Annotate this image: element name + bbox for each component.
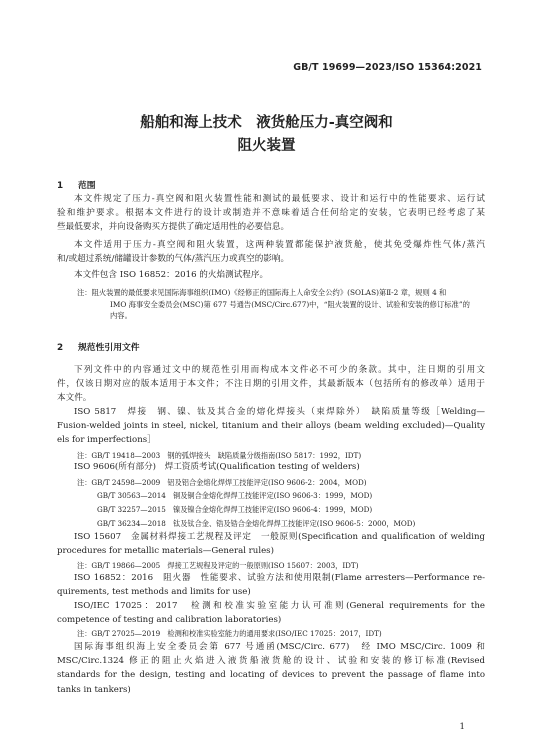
text-line: 和/或超过系统/储罐设计参数的气体/蒸汽压力或真空的影响。 — [57, 254, 290, 265]
text-line: ISO 15607 金属材料焊接工艺规程及评定 一般原则(Specification and qualification of welding — [74, 532, 485, 542]
text-line: els for imperfections］ — [57, 435, 156, 446]
reference-iso-9606 — [57, 460, 485, 474]
scope-note — [77, 287, 487, 322]
reference-note: GB/T 36234—2018 钛及钛合金、锆及锆合金熔化焊焊工技能评定(ISO 9606-5：2000，MOD) — [97, 519, 416, 528]
text-line: 些最低要求，并向设备购买方提供了确定适用性的必要信息。 — [57, 222, 290, 233]
text-line: competence of testing and calibration laboratories) — [57, 615, 282, 626]
text-line: standards for the design, testing and locating of devices to prevent the passage of flame into — [57, 670, 485, 681]
note-line: IMO 海事安全委员会(MSC)第 677 号通告(MSC/Circ.677)中，“阻火装置的设计、试验和安装的修订标准”的 — [110, 299, 470, 309]
reference-note: GB/T 32257—2015 镍及镍合金熔化焊焊工技能评定(ISO 9606-4：1999，MOD) — [97, 505, 373, 514]
reference-note: 注：GB/T 19418—2003 钢的弧焊接头 缺陷质量分级指南(ISO 5817：1992，IDT) — [77, 451, 362, 460]
document-title-line-2: 阻火装置 — [237, 138, 296, 154]
text-line: 本文件适用于压力-真空阀和阻火装置，这两种装置都能保护液货舱，使其免受爆炸性气体/蒸汽 — [74, 240, 485, 250]
scope-paragraph-2 — [57, 238, 485, 266]
document-title-line-1: 船舶和海上技术 液货舱压力-真空阀和 — [140, 115, 393, 131]
section-number: 2 — [57, 343, 64, 353]
section-heading-scope — [57, 178, 96, 191]
standard-number: GB/T 19699—2023/ISO 15364:2021 — [293, 62, 482, 73]
text-line: MSC/Circ.1324 修正的阻止火焰进入液货船液货舱的设计、试验和安装的修订标准(Revised — [57, 656, 485, 667]
text-line: 国际海事组织海上安全委员会第 677 号通函(MSC/Circ. 677) 经 IMO MSC/Circ. 1009 和 — [74, 642, 485, 652]
section-title: 规范性引用文件 — [78, 343, 140, 353]
note-line: 注：阻火装置的最低要求见国际海事组织(IMO)《经修正的国际海上人命安全公约》(SOLAS)第Ⅱ-2 章，规则 4 和 — [77, 288, 447, 297]
text-line: 本文件包含 ISO 16852：2016 的火焰测试程序。 — [74, 270, 269, 280]
text-line: 件，仅该日期对应的版本适用于本文件；不注日期的引用文件，其最新版本（包括所有的修改单）适用于 — [57, 379, 485, 390]
text-line: 验和维护要求。根据本文件进行的设计或制造并不意味着适合任何给定的安装，它表明已经考虑了某 — [57, 208, 485, 219]
text-line: 本文件。 — [57, 393, 92, 404]
text-line: Fusion-welded joints in steel, nickel, titanium and their alloys (beam welding excluded)—Quality — [57, 421, 485, 432]
reference-note: GB/T 30563—2014 铜及铜合金熔化焊焊工技能评定(ISO 9606-3：1999，MOD) — [97, 491, 373, 500]
reference-iso-iec-17025 — [57, 599, 485, 627]
text-line: tanks in tankers) — [57, 684, 131, 695]
reference-imo-msc-circ-677 — [57, 640, 485, 697]
text-line: quirements, test methods and limits for use) — [57, 587, 251, 598]
text-line: ISO 9606(所有部分) 焊工资质考试(Qualification testing of welders) — [74, 462, 360, 472]
page-number: 1 — [459, 722, 465, 732]
reference-iso-5817 — [57, 405, 485, 448]
text-line: 下列文件中的内容通过文中的规范性引用而构成本文件必不可少的条款。其中，注日期的引用文 — [74, 365, 485, 375]
text-line: 本文件规定了压力-真空阀和阻火装置性能和测试的最低要求、设计和运行中的性能要求、运行试 — [74, 194, 485, 204]
references-intro — [57, 363, 485, 406]
scope-paragraph-1 — [57, 192, 485, 235]
reference-iso-15607 — [57, 530, 485, 558]
scope-paragraph-3 — [57, 268, 485, 282]
note-line: 内容。 — [110, 311, 132, 321]
section-title: 范围 — [78, 181, 96, 191]
reference-iso-16852 — [57, 571, 485, 599]
reference-note: 注：GB/T 27025—2019 检测和校准实验室能力的通用要求(ISO/IEC 17025：2017，IDT) — [77, 629, 382, 638]
text-line: ISO/IEC 17025：2017 检测和校准实验室能力认可准则(General requirements for the — [74, 601, 485, 611]
text-line: procedures for metallic materials—General rules) — [57, 546, 274, 557]
reference-note: 注：GB/T 24598—2009 铝及铝合金熔化焊焊工技能评定(ISO 9606-2：2004，MOD) — [77, 478, 367, 487]
text-line: ISO 5817 焊接 钢、镍、钛及其合金的熔化焊接头（束焊除外） 缺陷质量等级［Welding— — [74, 407, 485, 417]
reference-note: 注：GB/T 19866—2005 焊接工艺规程及评定的一般原则(ISO 15607：2003，IDT) — [77, 561, 359, 570]
text-line: ISO 16852：2016 阻火器 性能要求、试验方法和使用限制(Flame arresters—Performance re- — [74, 573, 485, 583]
section-heading-normative-references — [57, 340, 140, 353]
section-number: 1 — [57, 181, 64, 191]
